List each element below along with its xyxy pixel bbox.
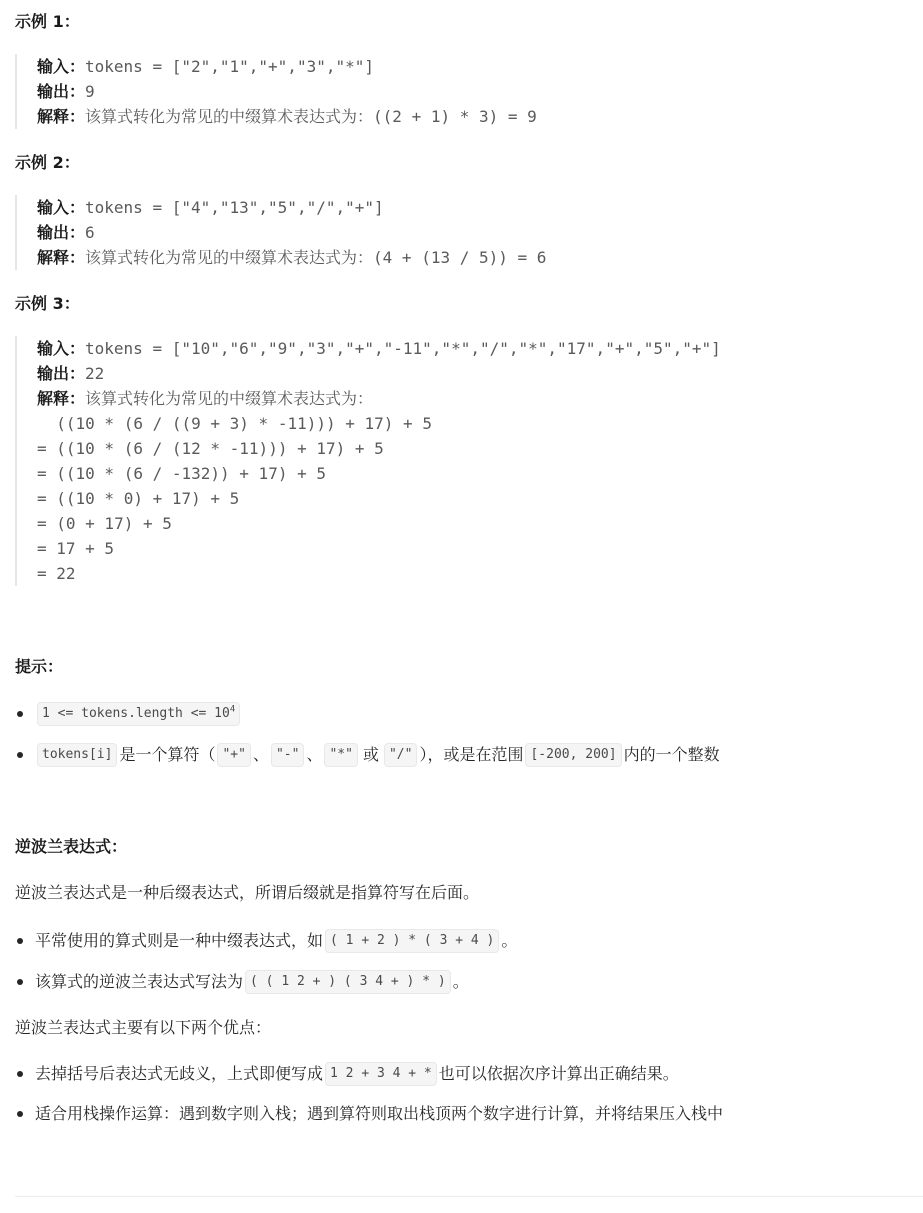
example-3-block: [15, 336, 721, 586]
hints-title: 提示：: [15, 657, 64, 676]
rpn-text: 平常使用的算式则是一种中缀表达式，如: [35, 931, 324, 950]
separator: 、: [252, 745, 269, 764]
rpn-title: 逆波兰表达式：: [15, 837, 128, 856]
rpn-item: [15, 970, 469, 994]
hint-text: 是一个算符（: [119, 745, 216, 764]
rpn-text: 适合用栈操作运算：遇到数字则入栈；遇到算符则取出栈顶两个数字进行计算，并将结果压入栈中: [35, 1104, 724, 1123]
operator-code: "/": [384, 743, 417, 767]
rpn-intro: 逆波兰表达式是一种后缀表达式，所谓后缀就是指算符写在后面。: [15, 883, 480, 902]
rpn-text: 。: [501, 931, 518, 950]
postfix-flat-code: 1 2 + 3 4 + *: [325, 1062, 437, 1086]
rpn-text: 也可以依据次序计算出正确结果。: [438, 1064, 679, 1083]
operator-code: "+": [217, 743, 250, 767]
rpn-item: [15, 1102, 723, 1126]
bullet-dot: [17, 938, 23, 944]
explain-label: 解释：: [37, 389, 86, 408]
example-1-title: 示例 1：: [15, 12, 80, 31]
rpn-text: 。: [452, 972, 469, 991]
output-value: 22: [85, 364, 105, 383]
rpn-item: [15, 929, 517, 953]
explain-label: 解释：: [37, 107, 86, 126]
hint-item: [15, 702, 242, 726]
example-3-title: 示例 3：: [15, 294, 80, 313]
hint-code: tokens[i]: [37, 743, 117, 767]
input-value: tokens = ["10","6","9","3","+","-11","*","/","*","17","+","5","+"]: [85, 339, 721, 358]
operator-code: "*": [324, 743, 357, 767]
bullet-dot: [17, 711, 23, 717]
input-label: 输入：: [37, 198, 86, 217]
hint-text: 或: [362, 745, 379, 764]
explain-text: 该算式转化为常见的中缀算术表达式为：: [85, 248, 374, 267]
range-code: [-200, 200]: [525, 743, 621, 767]
explain-step: = ((10 * (6 / (12 * -11))) + 17) + 5: [37, 439, 384, 458]
input-value: tokens = ["2","1","+","3","*"]: [85, 57, 374, 76]
hint-item: [15, 743, 720, 767]
rpn-item: [15, 1062, 679, 1086]
example-2-block: [15, 195, 546, 270]
operator-code: "-": [271, 743, 304, 767]
example-2-title: 示例 2：: [15, 153, 80, 172]
explain-step: = 22: [37, 564, 76, 583]
explain-expression: ((2 + 1) * 3) = 9: [373, 107, 537, 126]
output-label: 输出：: [37, 82, 86, 101]
explain-step: = ((10 * 0) + 17) + 5: [37, 489, 240, 508]
input-label: 输入：: [37, 57, 86, 76]
input-value: tokens = ["4","13","5","/","+"]: [85, 198, 384, 217]
infix-code: ( 1 + 2 ) * ( 3 + 4 ): [325, 929, 499, 953]
hint-code-text: 1 <= tokens.length <= 10: [42, 706, 230, 721]
output-label: 输出：: [37, 223, 86, 242]
rpn-text: 该算式的逆波兰表达式写法为: [35, 972, 244, 991]
explain-step: = ((10 * (6 / -132)) + 17) + 5: [37, 464, 326, 483]
hint-code: [37, 702, 240, 726]
bullet-dot: [17, 1071, 23, 1077]
explain-step: = (0 + 17) + 5: [37, 514, 172, 533]
explain-text: 该算式转化为常见的中缀算术表达式为：: [85, 389, 374, 408]
output-value: 6: [85, 223, 95, 242]
explain-step: = 17 + 5: [37, 539, 115, 558]
bullet-dot: [17, 752, 23, 758]
rpn-text: 去掉括号后表达式无歧义，上式即便写成: [35, 1064, 324, 1083]
output-label: 输出：: [37, 364, 86, 383]
divider: [15, 1196, 923, 1197]
hint-code-exponent: 4: [229, 704, 236, 715]
hint-text: 内的一个整数: [623, 745, 720, 764]
rpn-advantages-intro: 逆波兰表达式主要有以下两个优点：: [15, 1018, 272, 1037]
explain-text: 该算式转化为常见的中缀算术表达式为：: [85, 107, 374, 126]
explain-label: 解释：: [37, 248, 86, 267]
output-value: 9: [85, 82, 95, 101]
example-1-block: [15, 54, 537, 129]
postfix-code: ( ( 1 2 + ) ( 3 4 + ) * ): [245, 970, 451, 994]
bullet-dot: [17, 979, 23, 985]
explain-step: ((10 * (6 / ((9 + 3) * -11))) + 17) + 5: [37, 414, 432, 433]
separator: 、: [306, 745, 323, 764]
bullet-dot: [17, 1111, 23, 1117]
hint-text: ），或是在范围: [419, 745, 524, 764]
explain-expression: (4 + (13 / 5)) = 6: [373, 248, 547, 267]
input-label: 输入：: [37, 339, 86, 358]
